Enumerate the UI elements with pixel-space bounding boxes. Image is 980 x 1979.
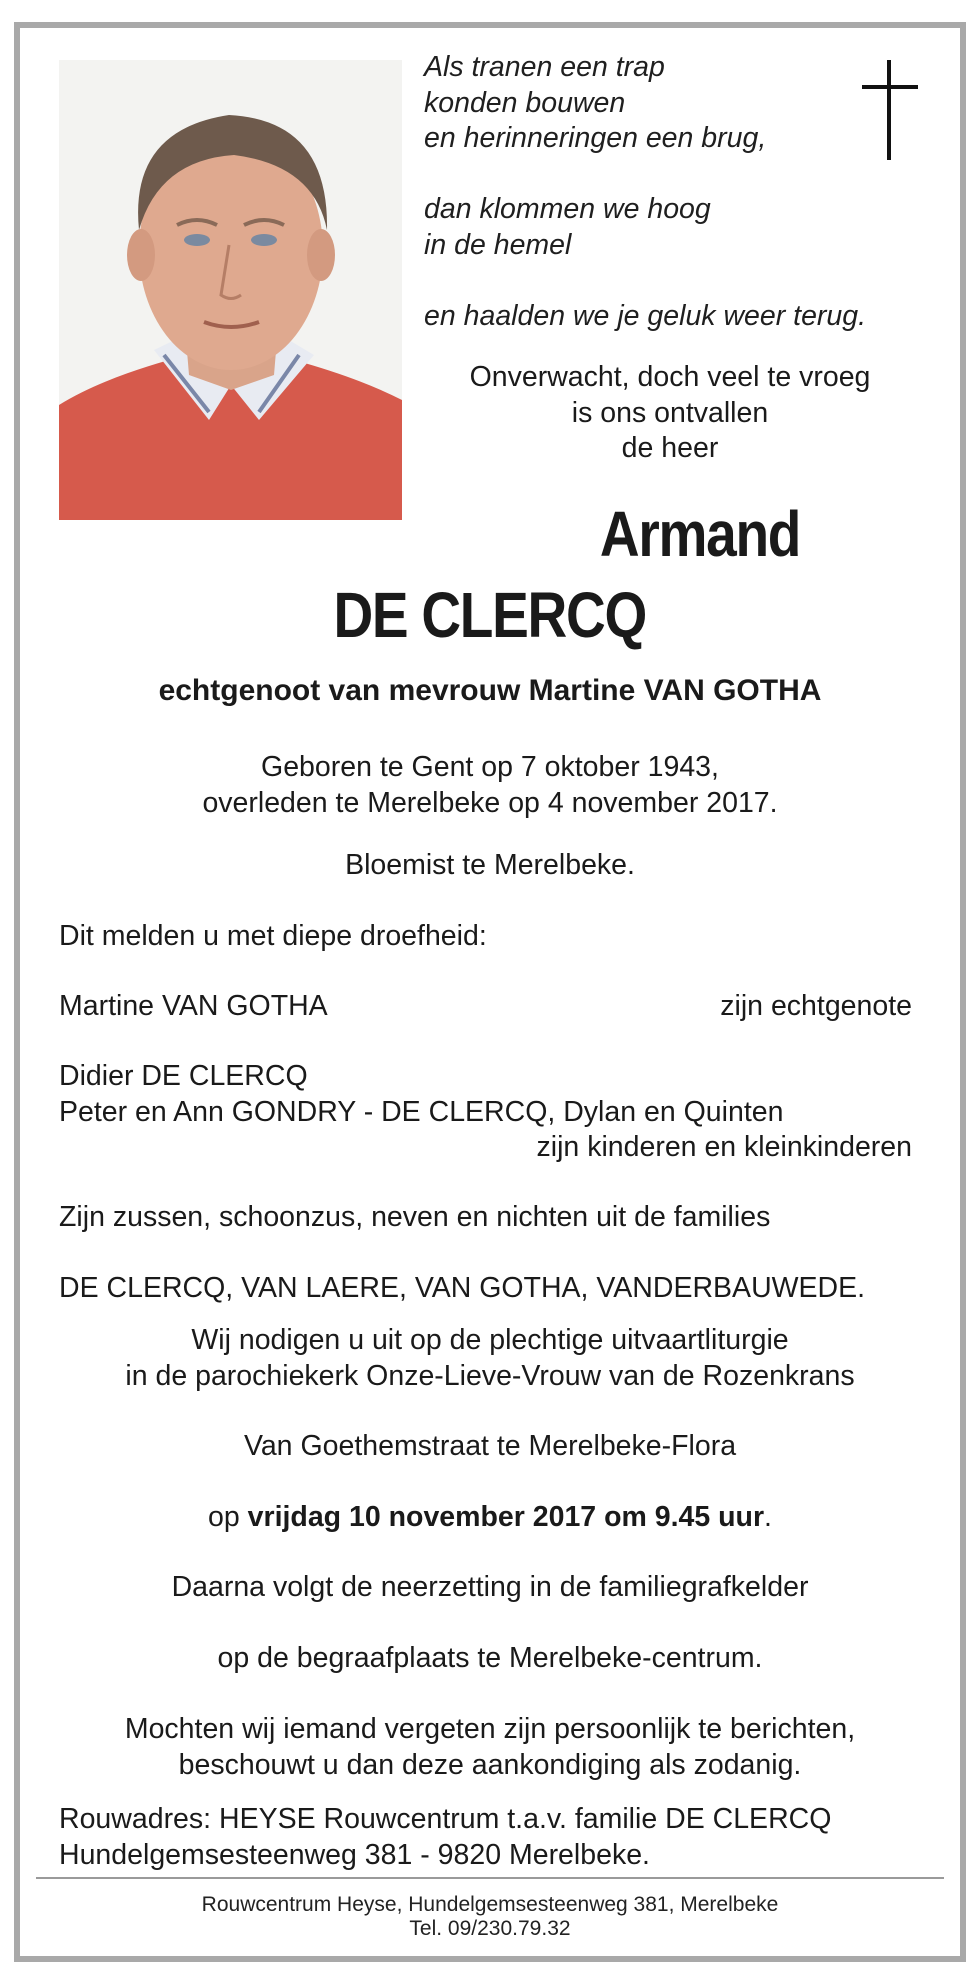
mourning-address <box>59 1801 831 1873</box>
death-line: overleden te Merelbeke op 4 november 2017. <box>202 787 778 819</box>
notice-text <box>0 1711 980 1783</box>
first-name: Armand <box>599 498 801 570</box>
portrait-photo <box>59 60 402 520</box>
ceremony-when <box>0 1499 980 1535</box>
invite-line: Wij nodigen u uit op de plechtige uitvaartliturgie <box>191 1324 789 1356</box>
last-name: DE CLERCQ <box>333 579 647 651</box>
ceremony-street: Van Goethemstraat te Merelbeke-Flora <box>243 1430 737 1462</box>
spouse-line: echtgenoot van mevrouw Martine VAN GOTHA <box>158 674 822 707</box>
families-line: DE CLERCQ, VAN LAERE, VAN GOTHA, VANDERBAUWEDE. <box>59 1272 866 1304</box>
mourners-intro: Dit melden u met diepe droefheid: <box>59 920 487 952</box>
intro-line: de heer <box>621 432 719 464</box>
address-line: Hundelgemsesteenweg 381 - 9820 Merelbeke. <box>59 1839 650 1871</box>
child-line: Didier DE CLERCQ <box>59 1060 308 1092</box>
last-name-wrap <box>0 578 980 652</box>
poem-line: en haalden we je geluk weer terug. <box>424 299 867 332</box>
siblings-line: Zijn zussen, schoonzus, neven en nichten uit de families <box>59 1201 771 1233</box>
child-line: Peter en Ann GONDRY - DE CLERCQ, Dylan en Quinten <box>59 1096 784 1128</box>
poem-line: dan klommen we hoog <box>424 193 711 225</box>
burial-line: Daarna volgt de neerzetting in de familiegrafkelder <box>171 1571 809 1603</box>
footer-line: Rouwcentrum Heyse, Hundelgemsesteenweg 381, Merelbeke <box>201 1893 779 1916</box>
intro-line: is ons ontvallen <box>571 396 769 429</box>
poem-line: Als tranen een trap <box>424 51 665 83</box>
cross-icon <box>862 60 918 160</box>
poem <box>424 50 924 334</box>
occupation: Bloemist te Merelbeke. <box>345 849 635 881</box>
when-date: vrijdag 10 november 2017 om 9.45 uur <box>247 1501 765 1533</box>
notice-line: Mochten wij iemand vergeten zijn persoonlijk te berichten, <box>124 1713 856 1745</box>
burial-line: op de begraafplaats te Merelbeke-centrum. <box>217 1642 763 1674</box>
poem-line: konden bouwen <box>424 86 626 119</box>
intro-line: Onverwacht, doch veel te vroeg <box>469 361 871 393</box>
poem-line: en herinneringen een brug, <box>424 122 767 154</box>
when-suffix: . <box>764 1501 772 1533</box>
children-role: zijn kinderen en kleinkinderen <box>536 1131 912 1163</box>
spouse-name: Martine VAN GOTHA <box>59 990 328 1022</box>
intro-text <box>430 360 910 467</box>
when-prefix: op <box>208 1501 248 1533</box>
poem-line: in de hemel <box>424 228 572 261</box>
footer-divider <box>36 1877 944 1879</box>
notice-line: beschouwt u dan deze aankondiging als zodanig. <box>178 1749 802 1781</box>
life-dates <box>0 749 980 821</box>
footer <box>0 1893 980 1941</box>
invite-line: in de parochiekerk Onze-Lieve-Vrouw van de Rozenkrans <box>125 1360 855 1392</box>
spouse-role: zijn echtgenote <box>720 990 912 1022</box>
address-line: Rouwadres: HEYSE Rouwcentrum t.a.v. familie DE CLERCQ <box>59 1803 832 1835</box>
ceremony-invite <box>0 1322 980 1394</box>
birth-line: Geboren te Gent op 7 oktober 1943, <box>261 751 719 783</box>
footer-line: Tel. 09/230.79.32 <box>409 1917 571 1940</box>
